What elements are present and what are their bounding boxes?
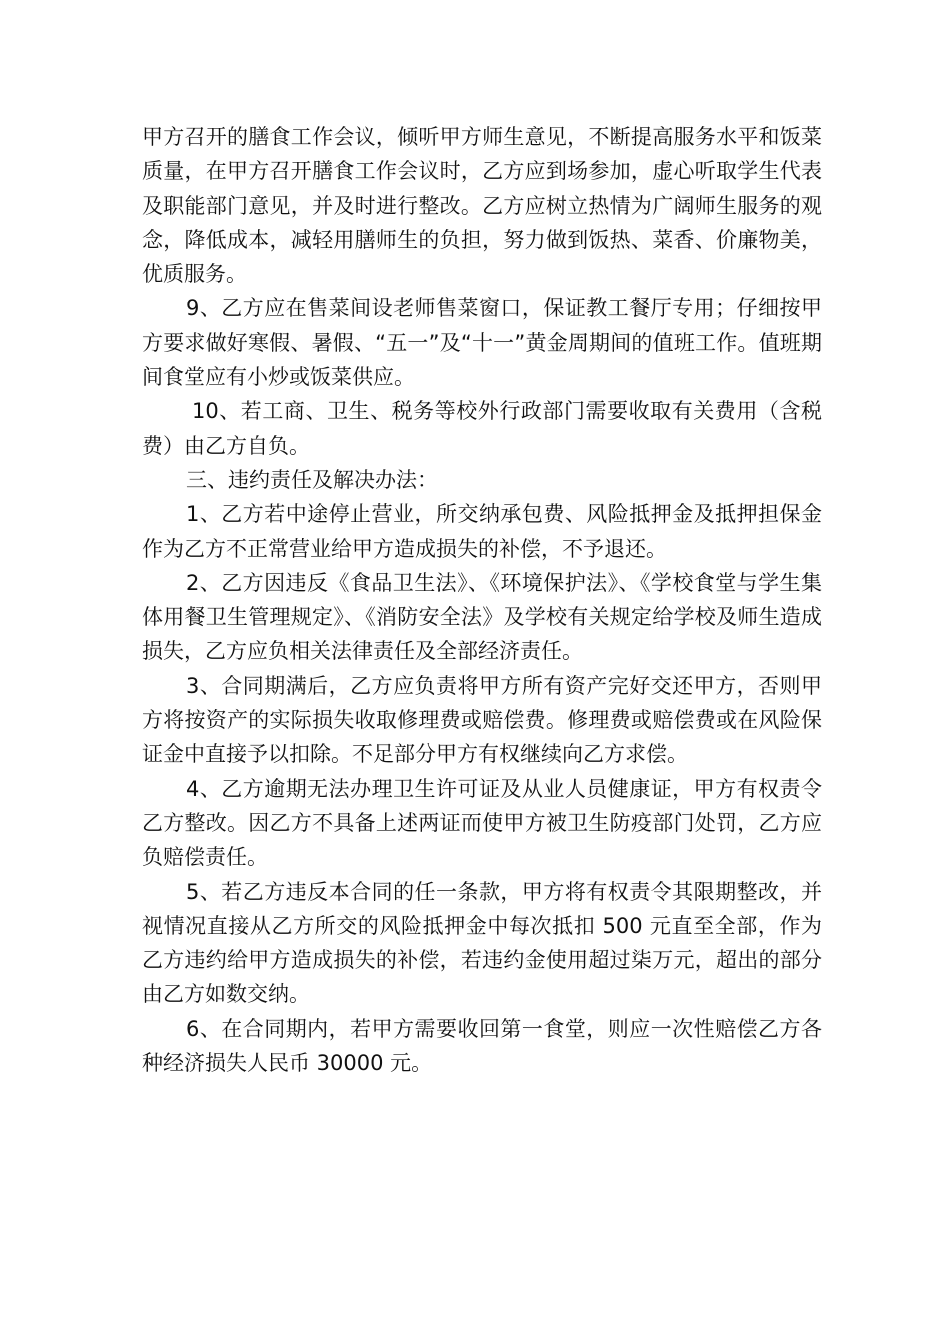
paragraph-clause-10: 10、若工商、卫生、税务等校外行政部门需要收取有关费用（含税费）由乙方自负。: [142, 399, 822, 458]
paragraph-continuation: 甲方召开的膳食工作会议，倾听甲方师生意见，不断提高服务水平和饭菜质量，在甲方召开膳食工作会议时，乙方应到场参加，虚心听取学生代表及职能部门意见，并及时进行整改。乙方应树立热情为广阔师生服务的观念，降低成本，减轻用膳师生的负担，努力做到饭热、菜香、价廉物美，优质服务。: [142, 125, 822, 287]
section-heading-liability: 三、违约责任及解决办法：: [186, 467, 438, 492]
paragraph-liability-1: 1、乙方若中途停止营业，所交纳承包费、风险抵押金及抵押担保金作为乙方不正常营业给甲方造成损失的补偿，不予退还。: [142, 502, 822, 561]
paragraph-liability-2: 2、乙方因违反《食品卫生法》、《环境保护法》、《学校食堂与学生集体用餐卫生管理规定》、《消防安全法》及学校有关规定给学校及师生造成损失，乙方应负相关法律责任及全部经济责任。: [142, 570, 822, 664]
paragraph-liability-5: 5、若乙方违反本合同的任一条款，甲方将有权责令其限期整改，并视情况直接从乙方所交的风险抵押金中每次抵扣 500 元直至全部，作为乙方违约给甲方造成损失的补偿，若违约金使用超过柒万元，超出的部分由乙方如数交纳。: [142, 879, 822, 1007]
document-body: [142, 120, 822, 1080]
paragraph-liability-4: 4、乙方逾期无法办理卫生许可证及从业人员健康证，甲方有权责令乙方整改。因乙方不具备上述两证而使甲方被卫生防疫部门处罚，乙方应负赔偿责任。: [142, 776, 822, 870]
paragraph-clause-9: 9、乙方应在售菜间设老师售菜窗口，保证教工餐厅专用；仔细按甲方要求做好寒假、暑假、“五一”及“十一”黄金周期间的值班工作。值班期间食堂应有小炒或饭菜供应。: [142, 296, 822, 390]
paragraph-liability-3: 3、合同期满后，乙方应负责将甲方所有资产完好交还甲方，否则甲方将按资产的实际损失收取修理费或赔偿费。修理费或赔偿费或在风险保证金中直接予以扣除。不足部分甲方有权继续向乙方求偿。: [142, 673, 822, 767]
paragraph-liability-6: 6、在合同期内，若甲方需要收回第一食堂，则应一次性赔偿乙方各种经济损失人民币 30000 元。: [142, 1016, 822, 1076]
